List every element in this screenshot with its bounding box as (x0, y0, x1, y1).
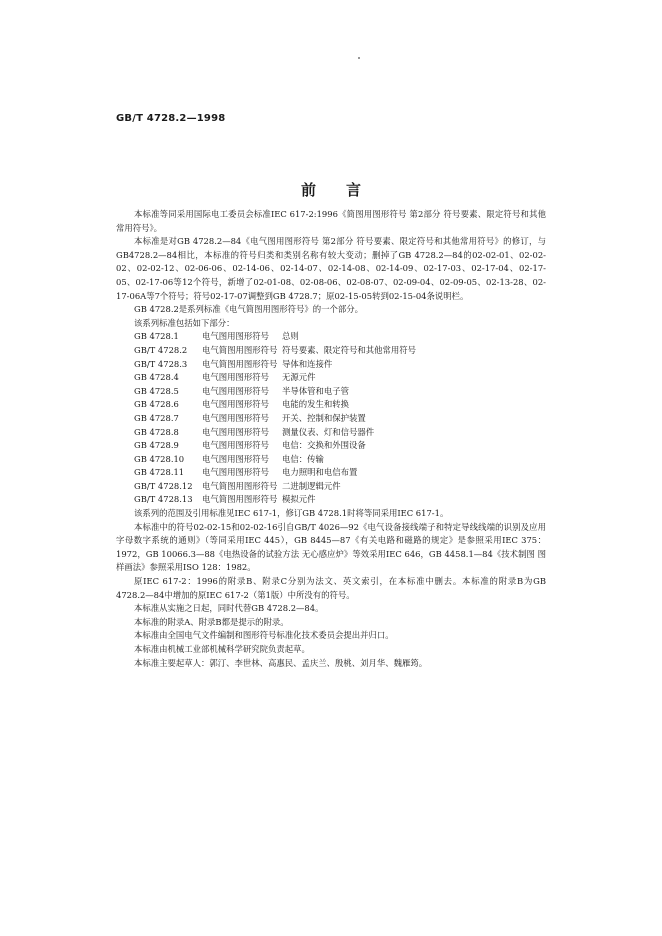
series-name: 电气图用图形符号 (202, 467, 269, 478)
series-item (116, 493, 546, 507)
series-item (116, 398, 546, 412)
series-code: GB 4728.5 (134, 385, 179, 396)
series-name: 电气图用图形符号 (202, 385, 269, 396)
series-name: 电气图用图形符号 (202, 399, 269, 410)
series-item (116, 385, 546, 399)
scan-speck (358, 57, 360, 59)
series-topic: 总则 (282, 331, 299, 342)
paragraph-proposer: 本标准由全国电气文件编制和图形符号标准化技术委员会提出并归口。 (134, 630, 394, 641)
series-topic: 开关、控制和保护装置 (282, 412, 366, 423)
paragraph-series: GB 4728.2是系列标准《电气简图用图形符号》的一个部分。 (134, 304, 364, 315)
series-code: GB 4728.4 (134, 372, 179, 383)
series-item (116, 412, 546, 426)
series-code: GB 4728.8 (134, 426, 179, 437)
series-item (116, 344, 546, 358)
series-item (116, 330, 546, 344)
foreword-body (116, 208, 546, 670)
page-title: 前言 (300, 181, 391, 199)
series-item (116, 426, 546, 440)
series-name: 电气图用图形符号 (202, 426, 269, 437)
series-code: GB 4728.6 (134, 399, 179, 410)
series-item (116, 480, 546, 494)
series-name: 电气简图用图形符号 (202, 494, 278, 505)
series-item (116, 453, 546, 467)
series-topic: 无源元件 (282, 372, 316, 383)
series-topic: 模拟元件 (282, 494, 316, 505)
series-item (116, 466, 546, 480)
series-topic: 电信：传输 (282, 453, 324, 464)
series-item (116, 439, 546, 453)
paragraph-replacement: 本标准从实施之日起，同时代替GB 4728.2—84。 (134, 603, 324, 614)
series-list (116, 330, 546, 507)
series-topic: 电信：交换和外围设备 (282, 440, 366, 451)
series-name: 电气图用图形符号 (202, 453, 269, 464)
series-code: GB/T 4728.13 (134, 494, 193, 505)
series-code: GB 4728.10 (134, 453, 185, 464)
series-topic: 符号要素、限定符号和其他常用符号 (282, 344, 416, 355)
series-code: GB 4728.7 (134, 412, 179, 423)
series-code: GB 4728.1 (134, 331, 179, 342)
series-topic: 电能的发生和转换 (282, 399, 349, 410)
series-topic: 电力照明和电信布置 (282, 467, 358, 478)
series-code: GB 4728.11 (134, 467, 185, 478)
paragraph-scope: 该系列的范围及引用标准见IEC 617-1，修订GB 4728.1时将等同采用IEC 617-1。 (134, 508, 449, 519)
series-topic: 半导体管和电子管 (282, 385, 349, 396)
paragraph-annex-note: 本标准的附录A、附录B都是提示的附录。 (134, 616, 289, 627)
series-name: 电气图用图形符号 (202, 440, 269, 451)
series-name: 电气图用图形符号 (202, 331, 269, 342)
paragraph-adoption: 本标准等同采用国际电工委员会标准IEC 617-2:1996《简图用图形符号 第2部分 符号要素、限定符号和其他常用符号》。 (116, 209, 546, 233)
series-topic: 导体和连接件 (282, 358, 333, 369)
paragraph-references: 本标准中的符号02-02-15和02-02-16引自GB/T 4026—92《电气设备接线端子和特定导线线端的识别及应用字母数字系统的通则》（等同采用IEC 445），GB 8445—87《有关电路和磁路的规定》是参照采用IEC 375：1972，GB 10066.3—88《电热设备的试验方法 无心感应炉》等效采用IEC 646，GB 4458.1—84《技术制图 图样画法》参照采用ISO 128：1982。 (116, 521, 546, 573)
paragraph-series-intro: 该系列标准包括如下部分： (134, 317, 235, 328)
series-name: 电气图用图形符号 (202, 372, 269, 383)
series-topic: 二进制逻辑元件 (282, 480, 341, 491)
series-name: 电气简图用图形符号 (202, 344, 278, 355)
series-item (116, 358, 546, 372)
series-code: GB/T 4728.12 (134, 480, 193, 491)
series-name: 电气简图用图形符号 (202, 358, 278, 369)
document-code: GB/T 4728.2—1998 (116, 113, 226, 124)
paragraph-drafter-org: 本标准由机械工业部机械科学研究院负责起草。 (134, 644, 310, 654)
paragraph-drafters: 本标准主要起草人：郭汀、李世林、高惠民、孟庆兰、殷桃、刘月华、魏雁筠。 (134, 657, 428, 668)
series-code: GB/T 4728.3 (134, 358, 188, 369)
paragraph-revision: 本标准是对GB 4728.2—84《电气图用图形符号 第2部分 符号要素、限定符号和其他常用符号》的修订，与GB4728.2—84相比，本标准的符号归类和类别名称有较大变动；删掉了GB 4728.2—84的02-02-01、02-02-02、02-02-12、02-06-06、02-14-06、02-14-07、02-14-08、02-14-09、02-17-03、02-17-04、02-17-05、02-17-06等12个符号，新增了02-01-08、02-08-06、02-08-07、02-09-04、02-09-05、02-13-28、02-17-06A等7个符号；符号02-17-07调整到GB 4728.7；原02-15-05转到02-15-04条说明栏。 (116, 236, 546, 301)
series-item (116, 371, 546, 385)
series-code: GB 4728.9 (134, 440, 179, 451)
series-name: 电气简图用图形符号 (202, 480, 278, 491)
series-code: GB/T 4728.2 (134, 344, 188, 355)
series-topic: 测量仪表、灯和信号器件 (282, 426, 375, 437)
series-name: 电气图用图形符号 (202, 412, 269, 423)
paragraph-annexes-removed: 原IEC 617-2：1996的附录B、附录C分别为法文、英文索引，在本标准中删去。本标准的附录B为GB 4728.2—84中增加的原IEC 617-2（第1版）中所没有的符号。 (116, 576, 546, 600)
